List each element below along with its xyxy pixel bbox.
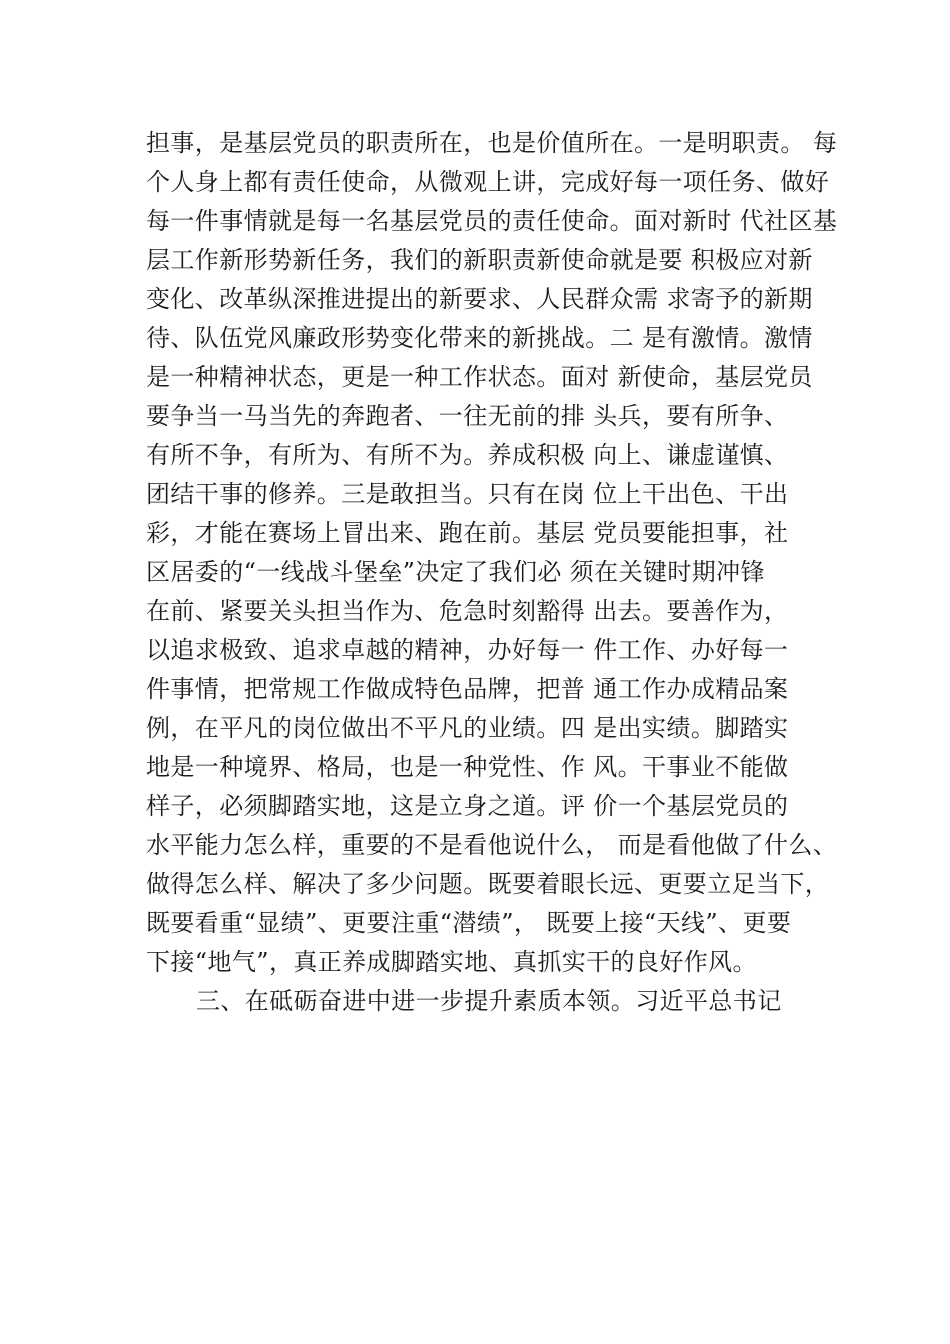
- body-line-13: 在前、紧要关头担当作为、危急时刻豁得 出去。要善作为，: [146, 597, 789, 625]
- body-line-7: 是一种精神状态，更是一种工作状态。面对 新使命，基层党员: [146, 363, 813, 391]
- body-line-18: 样子，必须脚踏实地，这是立身之道。评 价一个基层党员的: [146, 792, 789, 820]
- body-line-16: 例，在平凡的岗位做出不平凡的业绩。四 是出实绩。脚踏实: [146, 714, 789, 742]
- body-line-17: 地是一种境界、格局，也是一种党性、作 风。干事业不能做: [146, 753, 789, 781]
- body-line-19: 水平能力怎么样，重要的不是看他说什么， 而是看他做了什么、: [146, 831, 838, 859]
- body-line-8: 要争当一马当先的奔跑者、一往无前的排 头兵，要有所争、: [146, 402, 789, 430]
- body-line-11: 彩，才能在赛场上冒出来、跑在前。基层 党员要能担事，社: [146, 519, 789, 547]
- body-line-15: 件事情，把常规工作做成特色品牌，把普 通工作办成精品案: [146, 675, 789, 703]
- body-line-3: 每一件事情就是每一名基层党员的责任使命。面对新时 代社区基: [146, 207, 838, 235]
- body-line-6: 待、队伍党风廉政形势变化带来的新挑战。二 是有激情。激情: [146, 324, 813, 352]
- section-heading: 三、在砥砺奋进中进一步提升素质本领。习近平总书记: [196, 987, 782, 1015]
- body-line-5: 变化、改革纵深推进提出的新要求、人民群众需 求寄予的新期: [146, 285, 813, 313]
- body-line-10: 团结干事的修养。三是敢担当。只有在岗 位上干出色、干出: [146, 480, 789, 508]
- body-line-4: 层工作新形势新任务，我们的新职责新使命就是要 积极应对新: [146, 246, 813, 274]
- body-line-9: 有所不争，有所为、有所不为。养成积极 向上、谦虚谨慎、: [146, 441, 789, 469]
- body-line-14: 以追求极致、追求卓越的精神，办好每一 件工作、办好每一: [146, 636, 789, 664]
- body-line-20: 做得怎么样、解决了多少问题。既要着眼长远、更要立足当下，: [146, 870, 830, 898]
- body-line-1: 担事，是基层党员的职责所在，也是价值所在。一是明职责。 每: [146, 129, 838, 157]
- body-line-22: 下接“地气”，真正养成脚踏实地、真抓实干的良好作风。: [146, 948, 757, 976]
- body-line-12: 区居委的“一线战斗堡垒”决定了我们必 须在关键时期冲锋: [146, 558, 765, 586]
- body-line-2: 个人身上都有责任使命，从微观上讲，完成好每一项任务、做好: [146, 168, 830, 196]
- body-line-21: 既要看重“显绩”、更要注重“潜绩”， 既要上接“天线”、更要: [146, 909, 792, 937]
